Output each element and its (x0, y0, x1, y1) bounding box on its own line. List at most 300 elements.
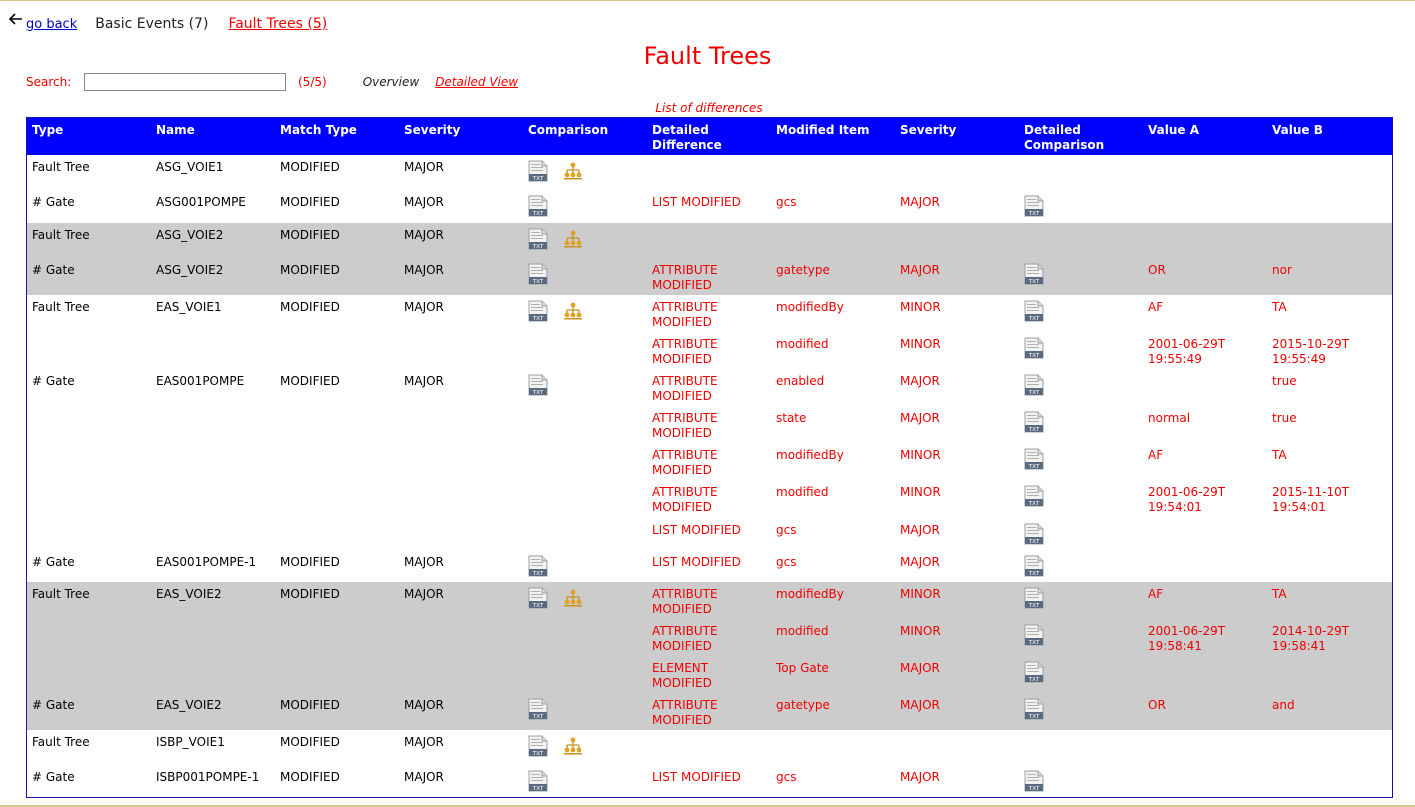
cell-match-type (275, 518, 399, 550)
cell-value-a (1143, 369, 1267, 406)
cell-match-type: MODIFIED (275, 223, 399, 258)
cell-value-a (1143, 765, 1267, 798)
cell-severity-2: MAJOR (895, 693, 1019, 730)
cell-value-b (1267, 765, 1392, 798)
fault-tree-icon[interactable] (562, 300, 584, 324)
cell-severity-2 (895, 730, 1019, 765)
cell-type (27, 518, 151, 550)
cell-name (151, 332, 275, 369)
svg-text:TXT: TXT (1028, 571, 1040, 577)
cell-match-type: MODIFIED (280, 770, 340, 784)
cell-detailed-comparison (1019, 155, 1143, 190)
cell-value-a: 2001-06-29T19:55:49 (1148, 337, 1226, 366)
table-row (27, 443, 1392, 480)
go-back-link[interactable]: go back (26, 16, 78, 32)
table-row (27, 480, 1392, 518)
differences-table-container (26, 117, 1393, 798)
cell-detailed-comparison (1019, 406, 1143, 443)
col-type[interactable]: Type (27, 118, 151, 155)
txt-file-icon[interactable] (528, 770, 548, 796)
table-body (27, 155, 1392, 798)
navigation-bar (8, 12, 327, 36)
txt-file-icon[interactable] (1024, 195, 1044, 221)
cell-detailed-comparison (1019, 550, 1143, 582)
cell-value-a (1143, 730, 1267, 765)
cell-value-b (1267, 656, 1392, 693)
cell-severity-2: MAJOR (900, 555, 940, 569)
txt-file-icon[interactable] (1024, 661, 1044, 687)
table-row (27, 258, 1392, 295)
cell-modified-item: modified (776, 337, 829, 351)
cell-value-a: OR (1143, 258, 1267, 295)
cell-value-b: and (1267, 693, 1392, 730)
txt-file-icon[interactable] (1024, 374, 1044, 400)
table-row (27, 518, 1392, 550)
result-count: (5/5) (298, 75, 327, 89)
cell-name (151, 406, 275, 443)
cell-comparison (523, 480, 647, 518)
cell-match-type: MODIFIED (275, 258, 399, 295)
cell-detailed-comparison (1019, 582, 1143, 619)
table-row (27, 656, 1392, 693)
cell-comparison (523, 369, 647, 406)
txt-file-icon[interactable] (1024, 448, 1044, 474)
cell-modified-item: gatetype (771, 693, 895, 730)
cell-name: EAS_VOIE1 (156, 300, 222, 314)
cell-detailed-difference: ATTRIBUTE MODIFIED (647, 619, 771, 656)
cell-detailed-difference: ATTRIBUTE MODIFIED (652, 374, 718, 403)
col-match-type[interactable]: Match Type (275, 118, 399, 155)
cell-value-b (1267, 730, 1392, 765)
cell-severity-2 (895, 155, 1019, 190)
cell-name: EAS_VOIE2 (151, 693, 275, 730)
cell-modified-item: state (776, 411, 807, 425)
cell-comparison (523, 656, 647, 693)
cell-name (151, 656, 275, 693)
svg-text:TXT: TXT (1028, 211, 1040, 217)
cell-value-b: TA (1272, 300, 1287, 314)
cell-comparison (523, 443, 647, 480)
cell-severity-2: MINOR (900, 448, 941, 462)
back-arrow-icon[interactable] (8, 11, 24, 27)
cell-comparison (523, 406, 647, 443)
table-row (27, 190, 1392, 223)
cell-severity: MAJOR (404, 195, 444, 209)
cell-severity: MAJOR (404, 770, 444, 784)
cell-detailed-difference: LIST MODIFIED (652, 523, 741, 537)
cell-type (27, 443, 151, 480)
svg-text:TXT: TXT (532, 751, 544, 757)
cell-name: ASG_VOIE2 (151, 258, 275, 295)
cell-name (151, 619, 275, 656)
cell-modified-item: enabled (776, 374, 825, 388)
tab-fault-trees[interactable]: Fault Trees (5) (228, 16, 328, 32)
table-row (27, 730, 1392, 765)
svg-text:TXT: TXT (532, 571, 544, 577)
cell-match-type: MODIFIED (280, 300, 340, 314)
cell-detailed-comparison (1019, 332, 1143, 369)
cell-modified-item: modifiedBy (776, 300, 844, 314)
svg-text:TXT: TXT (1028, 390, 1040, 396)
cell-value-b (1267, 518, 1392, 550)
cell-type: # Gate (32, 555, 75, 569)
cell-severity: MAJOR (404, 555, 444, 569)
cell-name (151, 443, 275, 480)
page-title: Fault Trees (643, 42, 772, 70)
txt-file-icon[interactable] (1024, 337, 1044, 363)
cell-severity-2: MINOR (900, 337, 941, 351)
cell-detailed-difference: ATTRIBUTE MODIFIED (647, 693, 771, 730)
cell-detailed-difference: ATTRIBUTE MODIFIED (652, 411, 718, 440)
cell-name: ISBP001POMPE-1 (156, 770, 260, 784)
cell-type (27, 619, 151, 656)
cell-comparison (523, 223, 647, 258)
cell-value-a: AF (1148, 300, 1164, 314)
cell-comparison (523, 550, 647, 582)
cell-value-a (1143, 656, 1267, 693)
cell-comparison (523, 518, 647, 550)
cell-detailed-comparison (1019, 765, 1143, 798)
cell-value-a (1143, 518, 1267, 550)
table-header-row (27, 118, 1392, 155)
cell-comparison (523, 693, 647, 730)
cell-value-b: 2015-10-29T19:55:49 (1272, 337, 1350, 366)
table-row (27, 155, 1392, 190)
cell-severity: MAJOR (399, 258, 523, 295)
table-row (27, 406, 1392, 443)
cell-match-type (275, 619, 399, 656)
svg-text:TXT: TXT (1028, 603, 1040, 609)
cell-comparison (523, 190, 647, 223)
txt-file-icon[interactable] (1024, 624, 1044, 650)
cell-detailed-comparison (1019, 443, 1143, 480)
cell-value-a (1143, 550, 1267, 582)
cell-comparison (523, 258, 647, 295)
differences-table (27, 118, 1392, 798)
cell-detailed-comparison (1019, 480, 1143, 518)
cell-modified-item (771, 730, 895, 765)
cell-detailed-difference: ATTRIBUTE MODIFIED (652, 300, 718, 329)
cell-modified-item: modifiedBy (771, 582, 895, 619)
cell-value-b: 2015-11-10T19:54:01 (1272, 485, 1350, 514)
svg-text:TXT: TXT (1028, 427, 1040, 433)
svg-text:TXT: TXT (1028, 539, 1040, 545)
txt-file-icon[interactable] (1024, 555, 1044, 581)
cell-detailed-difference (647, 730, 771, 765)
txt-file-icon[interactable] (528, 300, 548, 326)
svg-text:TXT: TXT (532, 603, 544, 609)
col-value-a[interactable]: Value A (1143, 118, 1267, 155)
table-row (27, 550, 1392, 582)
svg-text:TXT: TXT (1028, 316, 1040, 322)
cell-value-b (1267, 155, 1392, 190)
cell-detailed-comparison (1019, 619, 1143, 656)
cell-detailed-difference: LIST MODIFIED (652, 195, 741, 209)
cell-detailed-difference: LIST MODIFIED (652, 770, 741, 784)
cell-comparison (523, 619, 647, 656)
cell-severity (399, 443, 523, 480)
cell-match-type: MODIFIED (280, 160, 340, 174)
cell-modified-item: gcs (776, 555, 797, 569)
cell-type: Fault Tree (32, 160, 90, 174)
fault-tree-icon[interactable] (562, 160, 584, 184)
cell-match-type: MODIFIED (280, 195, 340, 209)
detailed-view-link[interactable]: Detailed View (435, 75, 519, 89)
cell-value-a (1143, 155, 1267, 190)
cell-detailed-comparison (1019, 223, 1143, 258)
cell-severity (399, 332, 523, 369)
cell-detailed-difference: ATTRIBUTE MODIFIED (647, 258, 771, 295)
cell-comparison (523, 295, 647, 332)
col-name[interactable]: Name (151, 118, 275, 155)
cell-modified-item (771, 223, 895, 258)
search-input[interactable] (84, 73, 286, 91)
cell-severity (399, 480, 523, 518)
cell-detailed-difference: ATTRIBUTE MODIFIED (652, 448, 718, 477)
cell-type (27, 406, 151, 443)
cell-severity-2: MAJOR (895, 258, 1019, 295)
cell-match-type (275, 443, 399, 480)
txt-file-icon[interactable] (1024, 485, 1044, 511)
cell-type (27, 480, 151, 518)
cell-name: ASG_VOIE1 (156, 160, 224, 174)
svg-text:TXT: TXT (532, 390, 544, 396)
cell-detailed-difference: ATTRIBUTE MODIFIED (652, 337, 718, 366)
txt-file-icon[interactable] (528, 228, 548, 254)
cell-name: ASG_VOIE2 (151, 223, 275, 258)
txt-file-icon[interactable] (1024, 698, 1044, 724)
cell-value-b: true (1272, 411, 1297, 425)
table-row (27, 369, 1392, 406)
cell-value-a: normal (1148, 411, 1191, 425)
svg-text:TXT: TXT (532, 316, 544, 322)
cell-severity: MAJOR (404, 160, 444, 174)
cell-value-b (1267, 550, 1392, 582)
cell-severity: MAJOR (404, 735, 444, 749)
table-row (27, 582, 1392, 619)
svg-text:TXT: TXT (1028, 786, 1040, 792)
cell-match-type: MODIFIED (280, 374, 340, 388)
txt-file-icon[interactable] (1024, 411, 1044, 437)
fault-tree-icon[interactable] (562, 735, 584, 759)
svg-text:TXT: TXT (1028, 464, 1040, 470)
cell-type: # Gate (27, 693, 151, 730)
cell-detailed-difference (647, 223, 771, 258)
txt-file-icon[interactable] (528, 263, 548, 289)
col-detailed-comparison[interactable]: Detailed Comparison (1019, 118, 1143, 155)
cell-value-a: AF (1143, 582, 1267, 619)
cell-detailed-difference: ATTRIBUTE MODIFIED (647, 582, 771, 619)
cell-type: Fault Tree (32, 300, 90, 314)
cell-severity (399, 619, 523, 656)
search-label: Search: (26, 75, 72, 89)
cell-type (27, 656, 151, 693)
cell-detailed-difference: LIST MODIFIED (652, 555, 741, 569)
cell-severity: MAJOR (404, 300, 444, 314)
cell-detailed-comparison (1019, 295, 1143, 332)
top-border (0, 0, 1415, 1)
cell-value-a (1143, 223, 1267, 258)
txt-file-icon[interactable] (528, 160, 548, 186)
cell-detailed-comparison (1019, 369, 1143, 406)
cell-value-b: TA (1267, 582, 1392, 619)
col-severity[interactable]: Severity (399, 118, 523, 155)
txt-file-icon[interactable] (528, 735, 548, 761)
txt-file-icon[interactable] (528, 698, 548, 724)
txt-file-icon[interactable] (1024, 587, 1044, 613)
table-caption: List of differences (655, 101, 763, 115)
cell-name: EAS_VOIE2 (151, 582, 275, 619)
cell-value-a: 2001-06-29T19:54:01 (1148, 485, 1226, 514)
col-modified-item[interactable]: Modified Item (771, 118, 895, 155)
cell-modified-item: gcs (776, 770, 797, 784)
cell-severity-2: MINOR (895, 582, 1019, 619)
cell-severity-2: MINOR (900, 485, 941, 499)
cell-severity-2: MAJOR (900, 195, 940, 209)
cell-severity-2: MAJOR (900, 523, 940, 537)
cell-modified-item: Top Gate (771, 656, 895, 693)
search-bar (26, 72, 518, 92)
overview-view-link[interactable]: Overview (362, 75, 420, 89)
cell-match-type: MODIFIED (280, 735, 340, 749)
col-value-b[interactable]: Value B (1267, 118, 1392, 155)
cell-comparison (523, 332, 647, 369)
cell-name: ASG001POMPE (156, 195, 246, 209)
cell-name: EAS001POMPE (156, 374, 245, 388)
txt-file-icon[interactable] (1024, 523, 1044, 549)
cell-name (151, 480, 275, 518)
cell-severity (399, 656, 523, 693)
table-row (27, 619, 1392, 656)
col-comparison[interactable]: Comparison (523, 118, 647, 155)
cell-match-type (275, 656, 399, 693)
cell-type (27, 332, 151, 369)
txt-file-icon[interactable] (528, 195, 548, 221)
cell-severity-2 (895, 223, 1019, 258)
cell-value-a: 2001-06-29T19:58:41 (1143, 619, 1267, 656)
col-detailed-difference[interactable]: Detailed Difference (647, 118, 771, 155)
cell-modified-item (771, 155, 895, 190)
cell-modified-item: gcs (776, 195, 797, 209)
cell-type: # Gate (32, 195, 75, 209)
svg-text:TXT: TXT (1028, 353, 1040, 359)
txt-file-icon[interactable] (1024, 263, 1044, 289)
cell-value-b (1267, 190, 1392, 223)
cell-type: Fault Tree (32, 735, 90, 749)
cell-match-type: MODIFIED (275, 582, 399, 619)
cell-detailed-comparison (1019, 258, 1143, 295)
cell-severity-2: MINOR (895, 619, 1019, 656)
txt-file-icon[interactable] (1024, 770, 1044, 796)
cell-modified-item: gcs (776, 523, 797, 537)
col-severity-2[interactable]: Severity (895, 118, 1019, 155)
cell-detailed-difference (647, 155, 771, 190)
svg-text:TXT: TXT (1028, 640, 1040, 646)
cell-match-type: MODIFIED (280, 555, 340, 569)
cell-value-a (1143, 190, 1267, 223)
svg-text:TXT: TXT (1028, 501, 1040, 507)
cell-detailed-comparison (1019, 656, 1143, 693)
cell-severity-2: MAJOR (900, 411, 940, 425)
svg-text:TXT: TXT (532, 211, 544, 217)
cell-severity: MAJOR (399, 223, 523, 258)
cell-detailed-comparison (1019, 518, 1143, 550)
cell-type: # Gate (32, 770, 75, 784)
cell-type: Fault Tree (27, 582, 151, 619)
cell-name: ISBP_VOIE1 (156, 735, 225, 749)
cell-comparison (523, 730, 647, 765)
txt-file-icon[interactable] (1024, 300, 1044, 326)
cell-severity-2: MAJOR (895, 656, 1019, 693)
svg-text:TXT: TXT (1028, 677, 1040, 683)
svg-text:TXT: TXT (1028, 714, 1040, 720)
txt-file-icon[interactable] (528, 555, 548, 581)
svg-text:TXT: TXT (532, 786, 544, 792)
svg-text:TXT: TXT (532, 244, 544, 250)
cell-name (151, 518, 275, 550)
cell-detailed-comparison (1019, 693, 1143, 730)
cell-name: EAS001POMPE-1 (156, 555, 257, 569)
cell-type: # Gate (27, 258, 151, 295)
cell-match-type: MODIFIED (275, 693, 399, 730)
txt-file-icon[interactable] (528, 587, 548, 613)
cell-modified-item: modified (776, 485, 829, 499)
cell-severity: MAJOR (399, 582, 523, 619)
cell-detailed-comparison (1019, 730, 1143, 765)
cell-severity-2: MAJOR (900, 374, 940, 388)
cell-comparison (523, 765, 647, 798)
cell-severity: MAJOR (404, 374, 444, 388)
svg-text:TXT: TXT (532, 714, 544, 720)
cell-detailed-difference: ELEMENT MODIFIED (647, 656, 771, 693)
table-row (27, 223, 1392, 258)
fault-tree-icon[interactable] (562, 228, 584, 252)
cell-comparison (523, 582, 647, 619)
cell-type: Fault Tree (27, 223, 151, 258)
cell-value-a: AF (1148, 448, 1164, 462)
cell-modified-item: gatetype (771, 258, 895, 295)
svg-text:TXT: TXT (532, 279, 544, 285)
cell-modified-item: modified (771, 619, 895, 656)
table-row (27, 295, 1392, 332)
table-row (27, 332, 1392, 369)
cell-severity (399, 406, 523, 443)
cell-match-type (275, 406, 399, 443)
svg-text:TXT: TXT (532, 176, 544, 182)
cell-severity-2: MAJOR (900, 770, 940, 784)
txt-file-icon[interactable] (528, 374, 548, 400)
cell-detailed-comparison (1019, 190, 1143, 223)
cell-detailed-difference: ATTRIBUTE MODIFIED (652, 485, 718, 514)
cell-modified-item: modifiedBy (776, 448, 844, 462)
cell-value-b: 2014-10-29T19:58:41 (1267, 619, 1392, 656)
cell-severity-2: MINOR (900, 300, 941, 314)
cell-value-b (1267, 223, 1392, 258)
cell-type: # Gate (32, 374, 75, 388)
svg-text:TXT: TXT (1028, 279, 1040, 285)
cell-match-type (275, 332, 399, 369)
cell-value-b: true (1272, 374, 1297, 388)
fault-tree-icon[interactable] (562, 587, 584, 611)
cell-comparison (523, 155, 647, 190)
cell-severity: MAJOR (399, 693, 523, 730)
cell-match-type (275, 480, 399, 518)
cell-value-b: TA (1272, 448, 1287, 462)
cell-value-b: nor (1267, 258, 1392, 295)
cell-value-a: OR (1143, 693, 1267, 730)
tab-basic-events[interactable]: Basic Events (7) (95, 16, 209, 32)
cell-severity (399, 518, 523, 550)
